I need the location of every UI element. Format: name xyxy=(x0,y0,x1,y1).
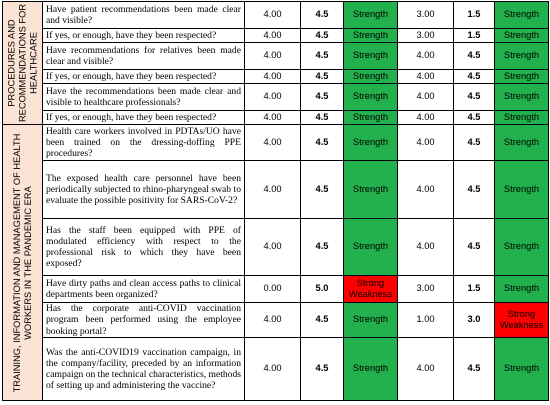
score-cell-1: 4.5 xyxy=(301,2,344,29)
rating-cell-1: Strength xyxy=(344,111,398,125)
question-cell: Have recommendations for relatives been made clear and visible? xyxy=(43,43,245,70)
value-cell-1: 4.00 xyxy=(245,29,301,43)
question-cell: Was the anti-COVID19 vaccination campaign, in the company/facility, preceded by an information campaign on the technical characteristics, methods of setting up and administering the vaccine? xyxy=(43,338,245,401)
rating-cell-1: Strength xyxy=(344,29,398,43)
question-cell: If yes, or enough, have they been respected? xyxy=(43,111,245,125)
table-row xyxy=(3,111,549,125)
value-cell-1: 4.00 xyxy=(245,2,301,29)
table-row xyxy=(3,303,549,338)
table-row xyxy=(3,70,549,84)
rating-cell-1: Strength xyxy=(344,43,398,70)
value-cell-1: 4.00 xyxy=(245,219,301,276)
value-cell-2: 4.00 xyxy=(398,70,454,84)
value-cell-1: 4.00 xyxy=(245,303,301,338)
value-cell-1: 4.00 xyxy=(245,161,301,219)
value-cell-2: 3.00 xyxy=(398,2,454,29)
rating-cell-1: Strength xyxy=(344,125,398,161)
value-cell-1: 4.00 xyxy=(245,111,301,125)
section-label-line: TRAINING, INFORMATION AND MANAGEMENT OF HEALTH xyxy=(11,133,22,392)
section-label-line: WORKERS IN THE PANDEMIC ERA xyxy=(22,185,33,340)
table-row xyxy=(3,276,549,303)
section-label xyxy=(12,133,34,392)
rating-cell-2: Strength xyxy=(495,29,549,43)
value-cell-1: 4.00 xyxy=(245,43,301,70)
value-cell-2: 4.00 xyxy=(398,84,454,111)
table-row xyxy=(3,29,549,43)
rating-cell-2: Strength xyxy=(495,125,549,161)
score-cell-1: 4.5 xyxy=(301,161,344,219)
score-cell-2: 1.5 xyxy=(454,29,495,43)
value-cell-1: 0.00 xyxy=(245,276,301,303)
section-label xyxy=(6,4,39,122)
score-cell-1: 4.5 xyxy=(301,111,344,125)
value-cell-2: 4.00 xyxy=(398,338,454,401)
rating-cell-2: Strength xyxy=(495,43,549,70)
question-cell: Have patient recommendations been made clear and visible? xyxy=(43,2,245,29)
score-cell-2: 1.5 xyxy=(454,2,495,29)
table-row xyxy=(3,219,549,276)
section-label-line: RECOMMENDATIONS FOR xyxy=(17,3,27,123)
rating-cell-1: Strength xyxy=(344,84,398,111)
score-cell-1: 4.5 xyxy=(301,125,344,161)
value-cell-1: 4.00 xyxy=(245,125,301,161)
value-cell-2: 3.00 xyxy=(398,29,454,43)
score-cell-2: 4.5 xyxy=(454,219,495,276)
question-cell: Has the staff been equipped with PPE of modulated efficiency with respect to the professional risk to which they have been exposed? xyxy=(43,219,245,276)
value-cell-2: 1.00 xyxy=(398,303,454,338)
table-row xyxy=(3,125,549,161)
question-cell: If yes, or enough, have they been respected? xyxy=(43,70,245,84)
score-cell-2: 3.0 xyxy=(454,303,495,338)
score-cell-2: 4.5 xyxy=(454,338,495,401)
value-cell-1: 4.00 xyxy=(245,338,301,401)
question-cell: Health care workers involved in PDTAs/UO have been trained on the dressing-doffing PPE procedures? xyxy=(43,125,245,161)
rating-cell-1: Strength xyxy=(344,219,398,276)
rating-cell-1: Strong Weakness xyxy=(344,276,398,303)
table-row xyxy=(3,2,549,29)
rating-cell-1: Strength xyxy=(344,303,398,338)
score-cell-1: 4.5 xyxy=(301,84,344,111)
question-cell: If yes, or enough, have they been respected? xyxy=(43,29,245,43)
rating-cell-1: Strength xyxy=(344,161,398,219)
rating-cell-2: Strength xyxy=(495,338,549,401)
value-cell-2: 4.00 xyxy=(398,125,454,161)
table-row xyxy=(3,338,549,401)
value-cell-1: 4.00 xyxy=(245,70,301,84)
score-cell-2: 4.5 xyxy=(454,84,495,111)
score-cell-2: 4.5 xyxy=(454,70,495,84)
table-row xyxy=(3,43,549,70)
score-cell-1: 4.5 xyxy=(301,219,344,276)
score-cell-1: 4.5 xyxy=(301,29,344,43)
value-cell-2: 4.00 xyxy=(398,111,454,125)
value-cell-2: 3.00 xyxy=(398,276,454,303)
rating-cell-1: Strength xyxy=(344,2,398,29)
score-cell-2: 4.5 xyxy=(454,161,495,219)
rating-cell-2: Strength xyxy=(495,84,549,111)
score-cell-1: 4.5 xyxy=(301,303,344,338)
value-cell-2: 4.00 xyxy=(398,161,454,219)
question-cell: The exposed health care personnel have been periodically subjected to rhino-pharyngeal swab to evaluate the possible positivity for SARS-CoV-2? xyxy=(43,161,245,219)
table-row xyxy=(3,84,549,111)
rating-cell-2: Strength xyxy=(495,276,549,303)
rating-cell-1: Strength xyxy=(344,70,398,84)
question-cell: Have dirty paths and clean access paths to clinical departments been organized? xyxy=(43,276,245,303)
score-cell-1: 4.5 xyxy=(301,70,344,84)
rating-cell-2: Strength xyxy=(495,219,549,276)
score-cell-1: 4.5 xyxy=(301,43,344,70)
question-cell: Has the corporate anti-COVID vaccination program been performed using the employee booking portal? xyxy=(43,303,245,338)
table-row xyxy=(3,161,549,219)
assessment-table xyxy=(2,1,549,401)
rating-cell-2: Strong Weakness xyxy=(495,303,549,338)
section-label-cell xyxy=(3,2,43,125)
score-cell-2: 4.5 xyxy=(454,125,495,161)
score-cell-2: 4.5 xyxy=(454,43,495,70)
score-cell-2: 1.5 xyxy=(454,276,495,303)
section-label-cell xyxy=(3,125,43,401)
rating-cell-2: Strength xyxy=(495,161,549,219)
score-cell-2: 4.5 xyxy=(454,111,495,125)
rating-cell-1: Strength xyxy=(344,338,398,401)
value-cell-1: 4.00 xyxy=(245,84,301,111)
rating-cell-2: Strength xyxy=(495,111,549,125)
score-cell-1: 4.5 xyxy=(301,338,344,401)
rating-cell-2: Strength xyxy=(495,2,549,29)
value-cell-2: 4.00 xyxy=(398,219,454,276)
rating-cell-2: Strength xyxy=(495,70,549,84)
section-label-line: HEALTHCARE xyxy=(28,32,38,94)
score-cell-1: 5.0 xyxy=(301,276,344,303)
section-label-line: PROCEDURES AND xyxy=(6,19,16,107)
value-cell-2: 4.00 xyxy=(398,43,454,70)
question-cell: Have the recommendations been made clear and visible to healthcare professionals? xyxy=(43,84,245,111)
